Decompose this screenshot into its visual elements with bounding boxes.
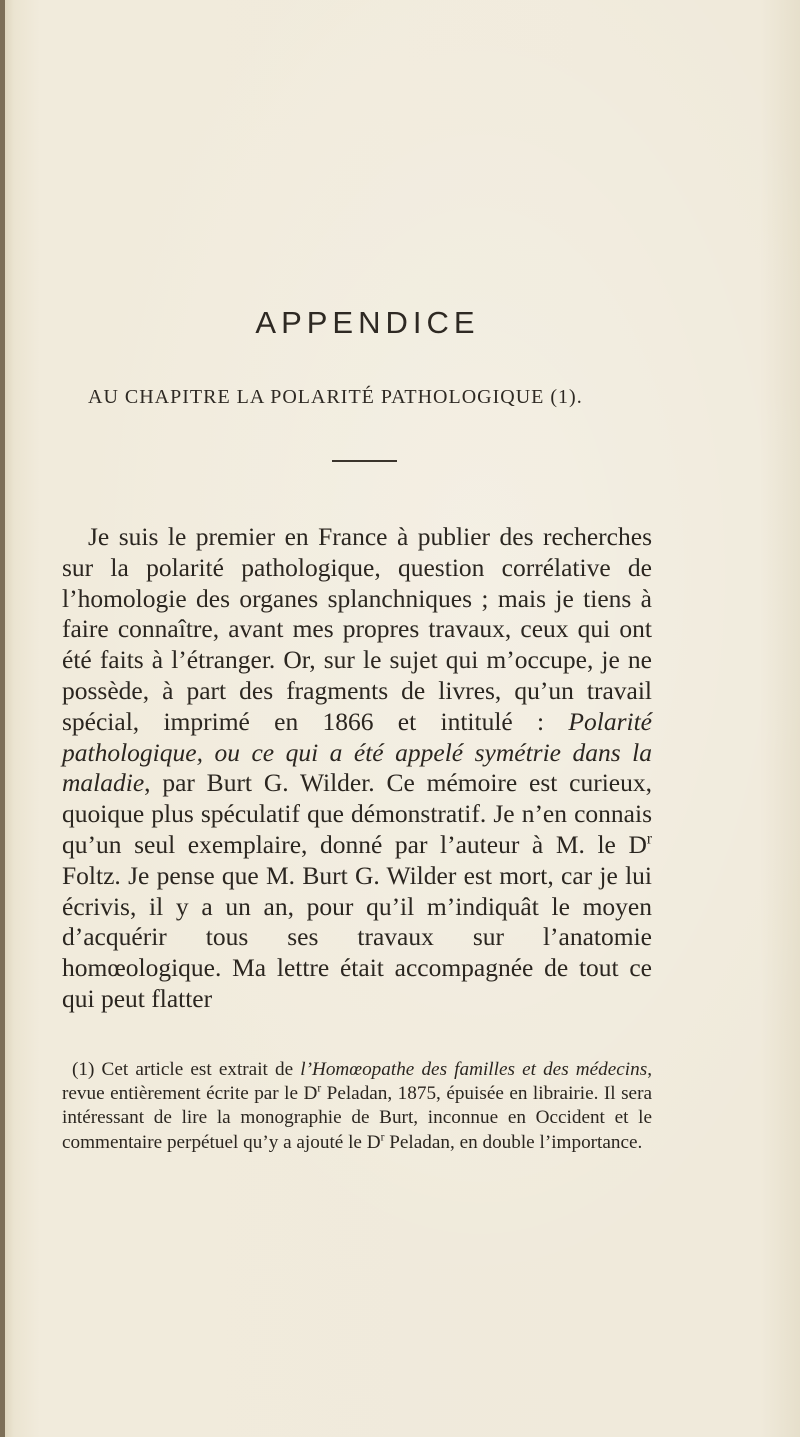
doctor-abbrev-sup: r (380, 1131, 385, 1144)
section-divider (332, 460, 397, 462)
body-text-part-1: Je suis le premier en France à publier des recherches sur la polarité pathologique, question corrélative de l’homologie des organes splanchniques ; mais je tiens à faire connaître, avant mes propres travaux, ceux qui ont été faits à l’étranger. Or, sur le sujet qui m’occupe, je ne possède, à part des fragments de livres, qu’un travail spécial, imprimé en 1866 et intitulé : (62, 522, 652, 736)
footnote-part-2: , revue entièrement écrite par le D (62, 1059, 652, 1105)
page-binding-edge (0, 0, 5, 1437)
footnote (62, 1058, 652, 1155)
footnote-text (62, 1058, 652, 1155)
appendix-heading: APPENDICE (255, 305, 480, 340)
paragraph-text (62, 522, 652, 1015)
footnote-part-1: Cet article est extrait de (94, 1059, 301, 1080)
work-title: Polarité pathologique, ou ce qui a été appelé symétrie dans la maladie (62, 706, 652, 798)
main-paragraph (62, 522, 652, 1015)
chapter-subheading: AU CHAPITRE LA POLARITÉ PATHOLOGIQUE (1). (88, 386, 583, 408)
footnote-marker: (1) (72, 1059, 95, 1080)
footnote-part-4: Peladan, en double l’importance. (384, 1131, 643, 1153)
footnote-part-3: Peladan, 1875, épuisée en librairie. Il sera intéressant de lire la monographie de Burt, inconnue en Occident et le commentaire perpétuel qu’y a ajouté le D (62, 1083, 652, 1153)
doctor-abbrev-sup: r (646, 830, 652, 848)
body-text-part-3: Foltz. Je pense que M. Burt G. Wilder est mort, car je lui écrivis, il y a un an, pour qu’il m’indiquât le moyen d’acquérir tous ses travaux sur l’anatomie homœologique. Ma lettre était accompagnée de tout ce qui peut flatter (62, 860, 652, 1013)
doctor-abbrev-sup: r (317, 1082, 322, 1095)
journal-title: l’Homœopathe des familles et des médecins (300, 1059, 648, 1080)
body-text-part-2: , par Burt G. Wilder. Ce mémoire est curieux, quoique plus spéculatif que démonstratif. Je n’en connais qu’un seul exemplaire, donné par l’auteur à M. le D (62, 768, 652, 859)
